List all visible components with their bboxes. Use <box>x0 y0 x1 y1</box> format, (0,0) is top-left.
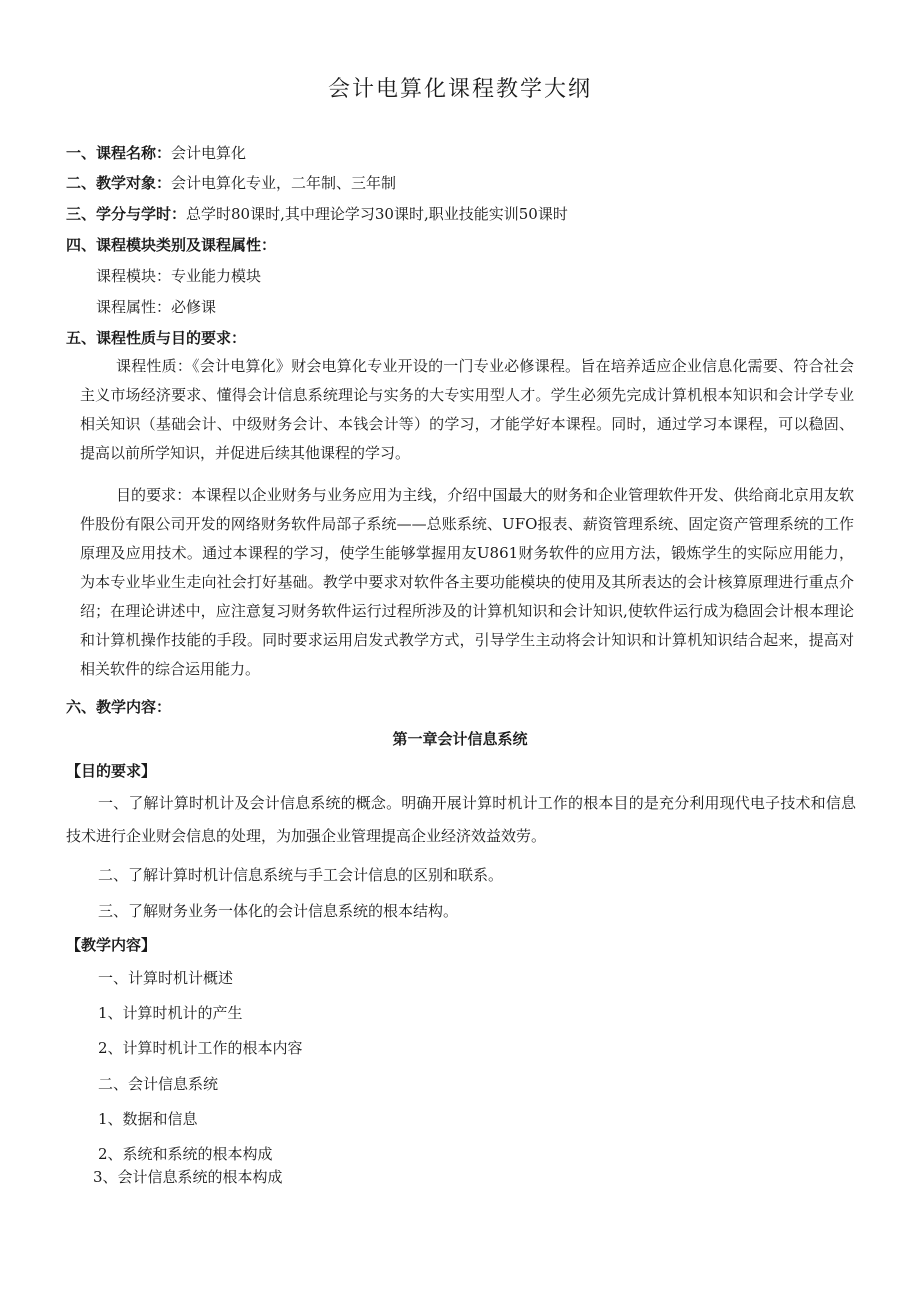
credits-line <box>66 204 568 224</box>
chapter-title: 第一章会计信息系统 <box>392 730 528 748</box>
objectives-label: 【目的要求】 <box>66 762 157 780</box>
content-item: 1、计算时机计的产生 <box>98 1004 243 1022</box>
module-heading: 四、课程模块类别及课程属性： <box>66 236 277 254</box>
content-item: 2、计算时机计工作的根本内容 <box>98 1039 303 1057</box>
attribute-value: 课程属性：必修课 <box>96 298 217 316</box>
course-name-line <box>66 143 246 163</box>
content-item: 2、系统和系统的根本构成 <box>98 1145 273 1163</box>
course-name-value: 会计电算化 <box>171 144 247 162</box>
content-heading: 六、教学内容： <box>66 698 172 716</box>
audience-label: 二、教学对象： <box>66 174 172 192</box>
nature-paragraph: 课程性质：《会计电算化》财会电算化专业开设的一门专业必修课程。旨在培养适应企业信息化需要、符合社会主义市场经济要求、懂得会计信息系统理论与实务的大专实用型人才。学生必须先完成计算机根本知识和会计学专业相关知识（基础会计、中级财务会计、本钱会计等）的学习，才能学好本课程。同时，通过学习本课程，可以稳固、提高以前所学知识，并促进后续其他课程的学习。 <box>80 357 854 462</box>
teaching-content-label: 【教学内容】 <box>66 936 157 954</box>
objective-item: 三、了解财务业务一体化的会计信息系统的根本结构。 <box>98 902 459 920</box>
audience-value: 会计电算化专业，二年制、三年制 <box>171 174 397 192</box>
module-value: 课程模块：专业能力模块 <box>96 267 262 285</box>
page-title: 会计电算化课程教学大纲 <box>327 77 592 102</box>
purpose-paragraph: 目的要求：本课程以企业财务与业务应用为主线，介绍中国最大的财务和企业管理软件开发、供给商北京用友软件股份有限公司开发的网络财务软件局部子系统——总账系统、UFO报表、薪资管理系统、固定资产管理系统的工作原理及应用技术。通过本课程的学习，使学生能够掌握用友U861财务软件的应用方法，锻炼学生的实际应用能力，为本专业毕业生走向社会打好基础。教学中要求对软件各主要功能模块的使用及其所表达的会计核算原理进行重点介绍；在理论讲述中，应注意复习财务软件运行过程所涉及的计算机知识和会计知识,使软件运行成为稳固会计根本理论和计算机操作技能的手段。同时要求运用启发式教学方式，引导学生主动将会计知识和计算机知识结合起来，提高对相关软件的综合运用能力。 <box>80 486 854 678</box>
objective-item: 一、了解计算时机计及会计信息系统的概念。明确开展计算时机计工作的根本目的是充分利用现代电子技术和信息技术进行企业财会信息的处理，为加强企业管理提高企业经济效益效劳。 <box>66 794 856 845</box>
content-item: 二、会计信息系统 <box>98 1075 219 1093</box>
content-item: 3、会计信息系统的根本构成 <box>93 1168 283 1186</box>
content-item: 1、数据和信息 <box>98 1110 198 1128</box>
credits-label: 三、学分与学时： <box>66 205 187 223</box>
nature-heading: 五、课程性质与目的要求： <box>66 329 247 347</box>
objective-item: 二、了解计算时机计信息系统与手工会计信息的区别和联系。 <box>98 866 504 884</box>
content-item: 一、计算时机计概述 <box>98 969 234 987</box>
credits-value: 总学时80课时,其中理论学习30课时,职业技能实训50课时 <box>186 205 568 223</box>
audience-line <box>66 173 396 193</box>
course-name-label: 一、课程名称： <box>66 144 172 162</box>
